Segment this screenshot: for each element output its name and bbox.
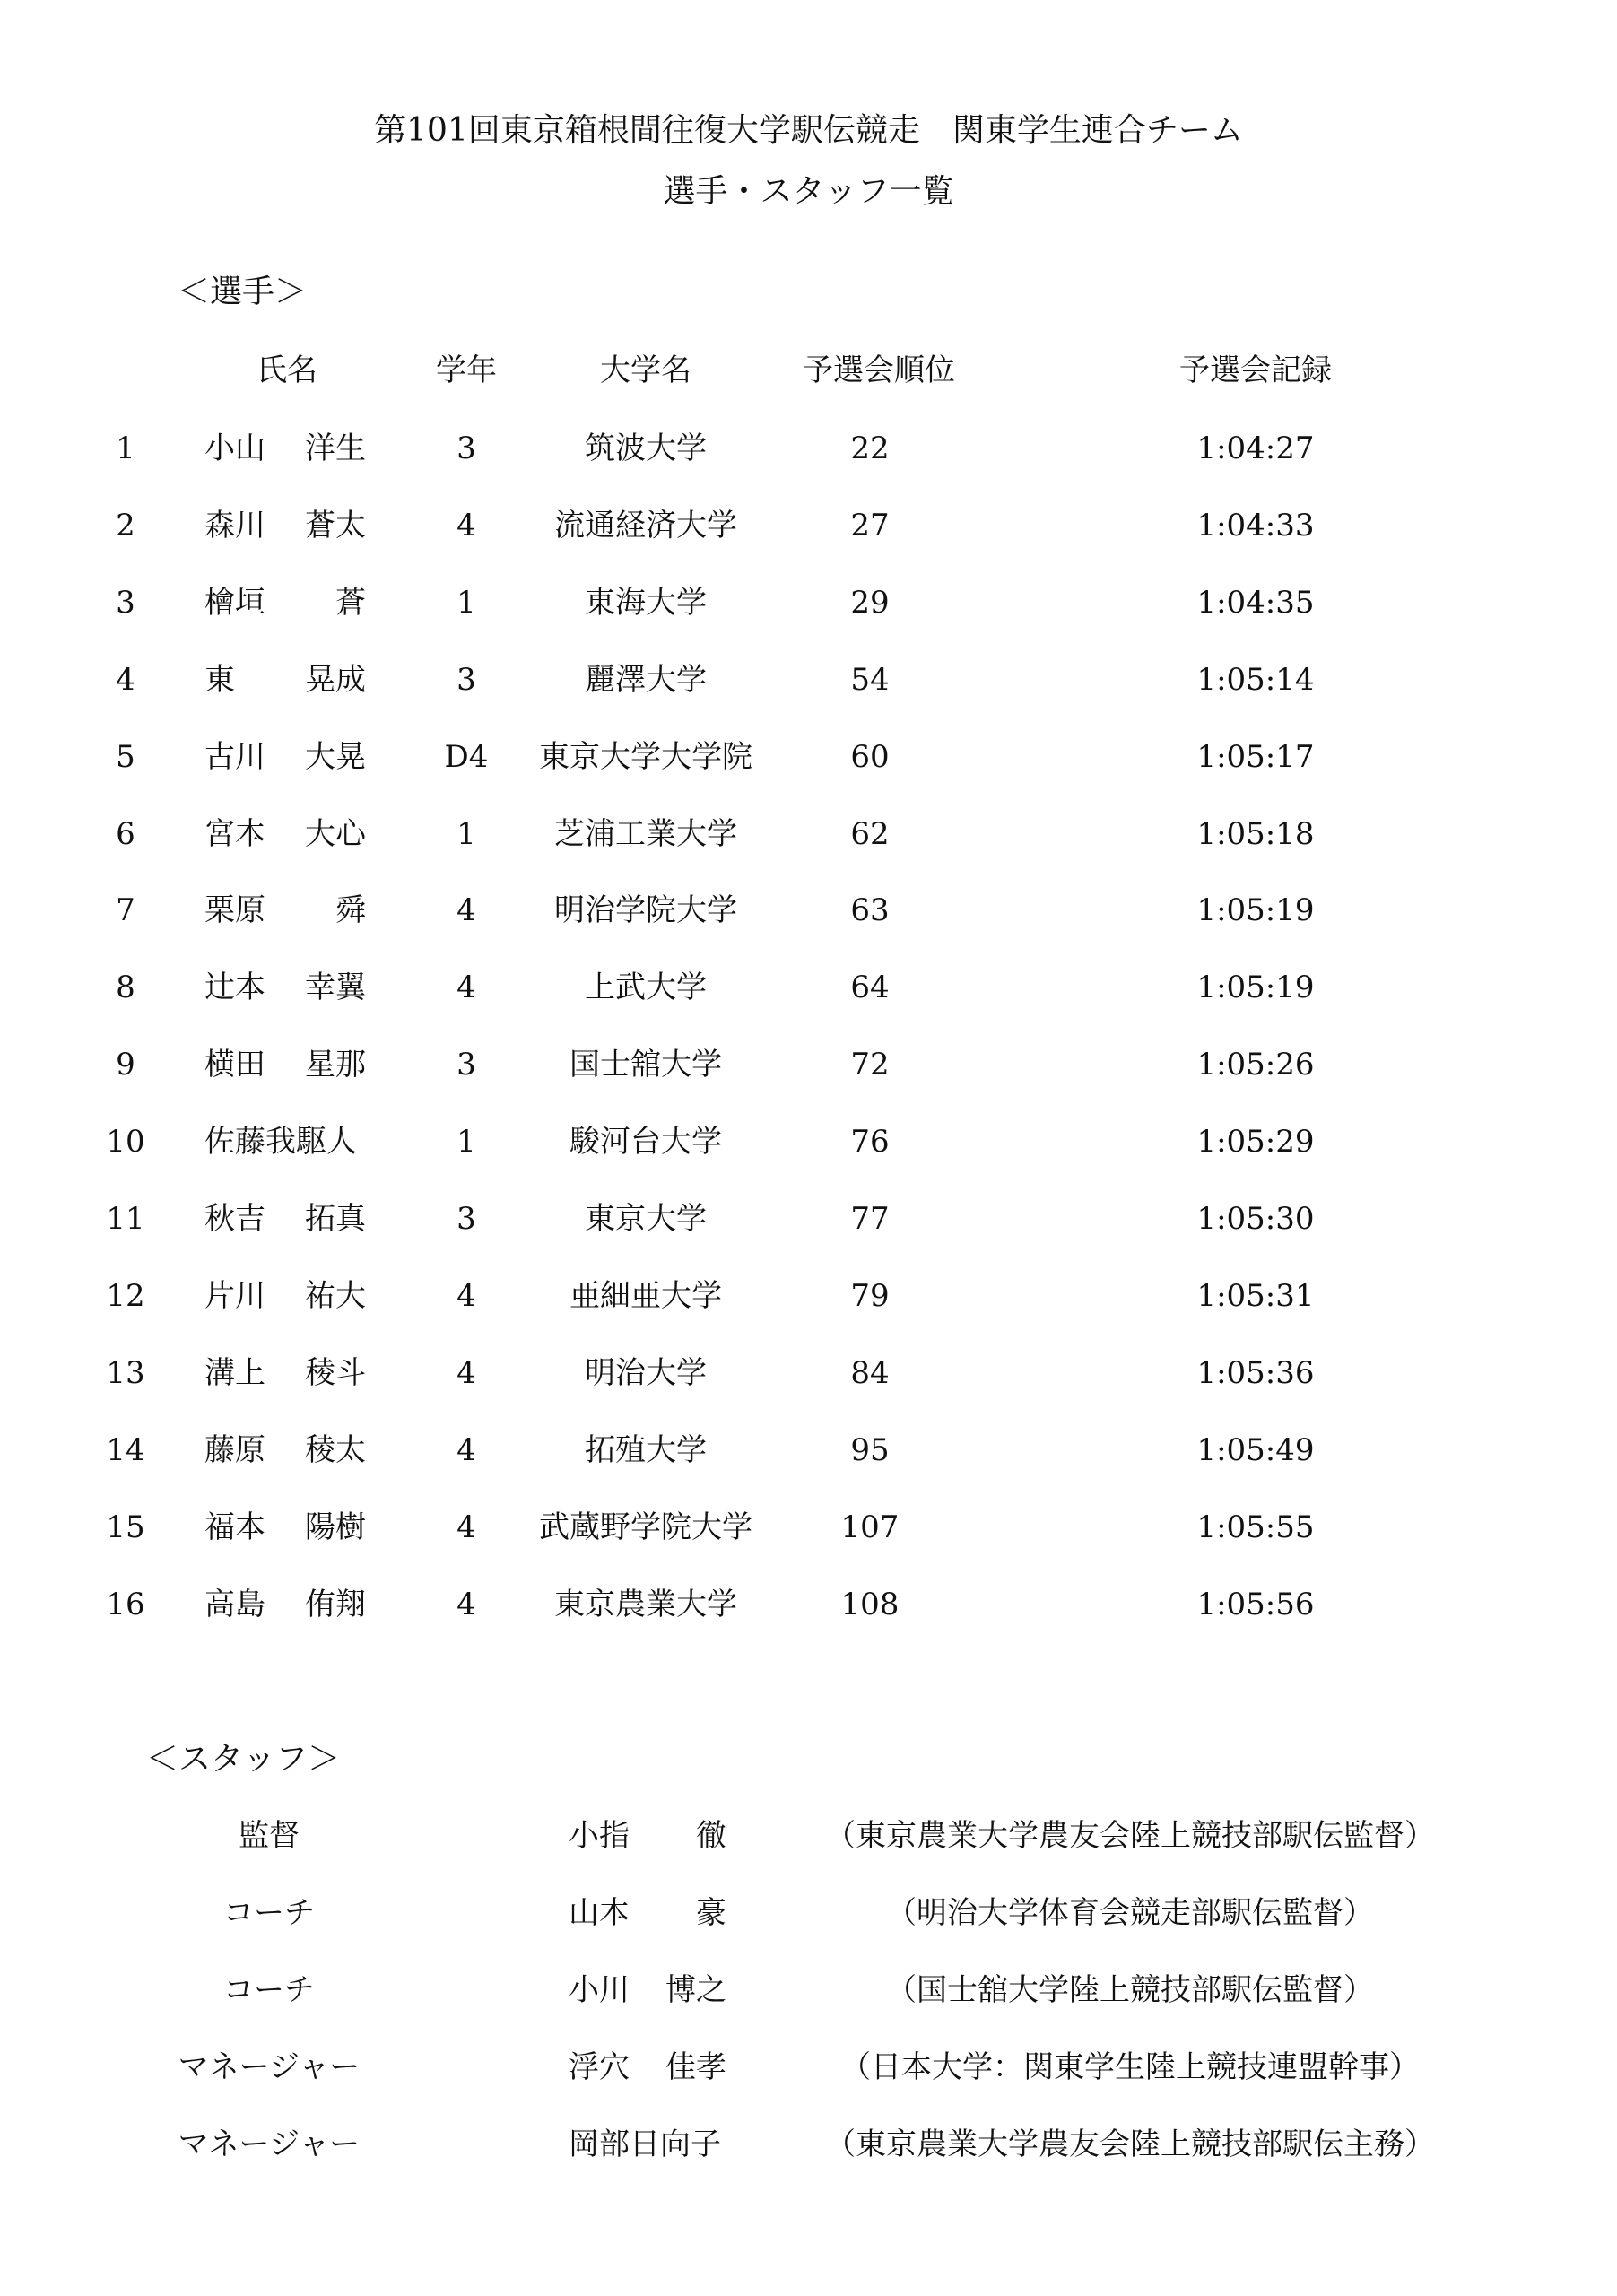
row-number: 8 bbox=[116, 970, 135, 1006]
player-university: 明治学院大学 bbox=[554, 892, 737, 929]
player-given-name: 蒼太 bbox=[305, 507, 366, 544]
player-university: 駿河台大学 bbox=[569, 1124, 722, 1161]
player-grade: 4 bbox=[456, 1354, 476, 1391]
player-grade: 4 bbox=[456, 1277, 476, 1314]
player-qualifier-rank: 77 bbox=[850, 1201, 890, 1237]
player-university: 亜細亜大学 bbox=[569, 1277, 722, 1314]
player-university: 上武大学 bbox=[585, 970, 707, 1006]
player-given-name: 大晃 bbox=[305, 738, 366, 775]
player-grade: D4 bbox=[444, 738, 489, 775]
staff-heading: ＜スタッフ＞ bbox=[146, 1741, 341, 1778]
player-grade: 4 bbox=[456, 892, 476, 929]
player-university: 筑波大学 bbox=[585, 430, 707, 466]
staff-role: 監督 bbox=[239, 1818, 300, 1854]
player-qualifier-rank: 108 bbox=[840, 1586, 900, 1622]
staff-given-name: 佳孝 bbox=[665, 2049, 726, 2085]
column-header-name: 氏名 bbox=[256, 352, 317, 388]
player-family-name: 小山 bbox=[204, 430, 265, 466]
player-university: 東京大学 bbox=[585, 1201, 707, 1237]
staff-affiliation: （明治大学体育会競走部駅伝監督） bbox=[886, 1895, 1374, 1931]
player-family-name: 溝上 bbox=[204, 1354, 265, 1391]
player-qualifier-record: 1:04:27 bbox=[1196, 430, 1315, 466]
player-family-name: 高島 bbox=[204, 1586, 265, 1622]
staff-family-name: 山本 bbox=[569, 1895, 630, 1931]
staff-role: コーチ bbox=[223, 1972, 315, 2008]
player-grade: 4 bbox=[456, 970, 476, 1006]
row-number: 16 bbox=[106, 1586, 145, 1622]
player-family-name: 佐藤我駆人 bbox=[204, 1124, 357, 1161]
row-number: 3 bbox=[116, 584, 135, 621]
player-qualifier-record: 1:05:19 bbox=[1196, 892, 1315, 929]
staff-given-name: 豪 bbox=[696, 1895, 726, 1931]
row-number: 10 bbox=[106, 1124, 145, 1161]
player-qualifier-rank: 79 bbox=[850, 1277, 890, 1314]
staff-role: コーチ bbox=[223, 1895, 315, 1931]
player-qualifier-rank: 95 bbox=[850, 1431, 890, 1468]
staff-affiliation: （東京農業大学農友会陸上競技部駅伝主務） bbox=[825, 2126, 1435, 2162]
row-number: 5 bbox=[116, 738, 135, 775]
player-qualifier-rank: 63 bbox=[850, 892, 890, 929]
row-number: 7 bbox=[116, 892, 135, 929]
player-qualifier-rank: 27 bbox=[850, 507, 890, 544]
player-grade: 3 bbox=[456, 661, 476, 698]
column-header-record: 予選会記録 bbox=[1179, 352, 1332, 388]
row-number: 14 bbox=[106, 1431, 145, 1468]
player-university: 国士舘大学 bbox=[569, 1047, 722, 1083]
player-qualifier-record: 1:05:29 bbox=[1196, 1124, 1315, 1161]
player-grade: 3 bbox=[456, 1047, 476, 1083]
player-family-name: 宮本 bbox=[204, 815, 265, 852]
player-family-name: 横田 bbox=[204, 1047, 265, 1083]
player-family-name: 藤原 bbox=[204, 1431, 265, 1468]
player-grade: 4 bbox=[456, 1586, 476, 1622]
player-qualifier-rank: 62 bbox=[850, 815, 890, 852]
player-family-name: 辻本 bbox=[204, 970, 265, 1006]
player-grade: 1 bbox=[456, 815, 476, 852]
staff-affiliation: （東京農業大学農友会陸上競技部駅伝監督） bbox=[825, 1818, 1435, 1854]
staff-affiliation: （国士舘大学陸上競技部駅伝監督） bbox=[886, 1972, 1374, 2008]
player-family-name: 東 bbox=[204, 661, 235, 698]
player-family-name: 片川 bbox=[204, 1277, 265, 1314]
row-number: 6 bbox=[116, 815, 135, 852]
player-university: 芝浦工業大学 bbox=[554, 815, 737, 852]
player-grade: 4 bbox=[456, 1431, 476, 1468]
row-number: 15 bbox=[106, 1509, 145, 1545]
player-family-name: 福本 bbox=[204, 1509, 265, 1545]
document-title: 第101回東京箱根間往復大学駅伝競走 関東学生連合チーム bbox=[374, 112, 1243, 149]
player-qualifier-record: 1:05:36 bbox=[1196, 1354, 1315, 1391]
staff-family-name: 小川 bbox=[569, 1972, 630, 2008]
player-family-name: 檜垣 bbox=[204, 584, 265, 621]
player-qualifier-rank: 107 bbox=[840, 1509, 900, 1545]
row-number: 2 bbox=[116, 507, 135, 544]
player-given-name: 洋生 bbox=[305, 430, 366, 466]
row-number: 12 bbox=[106, 1277, 145, 1314]
players-heading: ＜選手＞ bbox=[178, 274, 308, 310]
player-university: 東海大学 bbox=[585, 584, 707, 621]
staff-given-name: 徹 bbox=[696, 1818, 726, 1854]
staff-family-name: 浮穴 bbox=[569, 2049, 630, 2085]
player-qualifier-record: 1:05:18 bbox=[1196, 815, 1315, 852]
player-given-name: 拓真 bbox=[305, 1201, 366, 1237]
player-family-name: 栗原 bbox=[204, 892, 265, 929]
player-university: 武蔵野学院大学 bbox=[539, 1509, 752, 1545]
player-qualifier-rank: 29 bbox=[850, 584, 890, 621]
player-university: 流通経済大学 bbox=[554, 507, 737, 544]
player-qualifier-record: 1:05:31 bbox=[1196, 1277, 1315, 1314]
player-given-name: 晃成 bbox=[305, 661, 366, 698]
player-grade: 3 bbox=[456, 430, 476, 466]
player-given-name: 稜斗 bbox=[305, 1354, 366, 1391]
player-qualifier-record: 1:05:17 bbox=[1196, 738, 1315, 775]
player-grade: 3 bbox=[456, 1201, 476, 1237]
player-qualifier-rank: 76 bbox=[850, 1124, 890, 1161]
row-number: 1 bbox=[116, 430, 135, 466]
player-grade: 1 bbox=[456, 1124, 476, 1161]
player-given-name: 陽樹 bbox=[305, 1509, 366, 1545]
player-qualifier-record: 1:05:49 bbox=[1196, 1431, 1315, 1468]
staff-family-name: 小指 bbox=[569, 1818, 630, 1854]
player-given-name: 侑翔 bbox=[305, 1586, 366, 1622]
column-header-rank: 予選会順位 bbox=[803, 352, 955, 388]
player-given-name: 星那 bbox=[305, 1047, 366, 1083]
player-grade: 4 bbox=[456, 507, 476, 544]
row-number: 9 bbox=[116, 1047, 135, 1083]
player-university: 麗澤大学 bbox=[585, 661, 707, 698]
player-qualifier-record: 1:05:26 bbox=[1196, 1047, 1315, 1083]
player-family-name: 森川 bbox=[204, 507, 265, 544]
player-qualifier-record: 1:05:30 bbox=[1196, 1201, 1315, 1237]
row-number: 4 bbox=[116, 661, 135, 698]
player-qualifier-rank: 22 bbox=[850, 430, 890, 466]
player-given-name: 舜 bbox=[335, 892, 366, 929]
player-grade: 4 bbox=[456, 1509, 476, 1545]
player-university: 明治大学 bbox=[585, 1354, 707, 1391]
player-qualifier-record: 1:05:19 bbox=[1196, 970, 1315, 1006]
staff-given-name: 博之 bbox=[665, 1972, 726, 2008]
player-university: 東京農業大学 bbox=[554, 1586, 737, 1622]
document-subtitle: 選手・スタッフ一覧 bbox=[663, 173, 954, 210]
player-university: 東京大学大学院 bbox=[539, 738, 752, 775]
player-qualifier-rank: 84 bbox=[850, 1354, 890, 1391]
row-number: 11 bbox=[106, 1201, 145, 1237]
player-given-name: 大心 bbox=[305, 815, 366, 852]
player-given-name: 蒼 bbox=[335, 584, 366, 621]
staff-role: マネージャー bbox=[178, 2049, 361, 2085]
player-given-name: 稜太 bbox=[305, 1431, 366, 1468]
player-grade: 1 bbox=[456, 584, 476, 621]
player-family-name: 古川 bbox=[204, 738, 265, 775]
player-qualifier-record: 1:04:35 bbox=[1196, 584, 1315, 621]
player-qualifier-rank: 54 bbox=[850, 661, 890, 698]
column-header-university: 大学名 bbox=[600, 352, 691, 388]
player-university: 拓殖大学 bbox=[585, 1431, 707, 1468]
player-qualifier-record: 1:05:55 bbox=[1196, 1509, 1315, 1545]
staff-role: マネージャー bbox=[178, 2126, 361, 2162]
player-qualifier-rank: 60 bbox=[850, 738, 890, 775]
player-given-name: 幸翼 bbox=[305, 970, 366, 1006]
player-given-name: 祐大 bbox=[305, 1277, 366, 1314]
player-qualifier-record: 1:05:14 bbox=[1196, 661, 1315, 698]
player-family-name: 秋吉 bbox=[204, 1201, 265, 1237]
player-qualifier-rank: 72 bbox=[850, 1047, 890, 1083]
column-header-grade: 学年 bbox=[436, 352, 497, 388]
staff-family-name: 岡部日向子 bbox=[569, 2126, 721, 2162]
player-qualifier-record: 1:04:33 bbox=[1196, 507, 1315, 544]
row-number: 13 bbox=[106, 1354, 145, 1391]
staff-affiliation: （日本大学：関東学生陸上競技連盟幹事） bbox=[840, 2049, 1420, 2085]
player-qualifier-record: 1:05:56 bbox=[1196, 1586, 1315, 1622]
player-qualifier-rank: 64 bbox=[850, 970, 890, 1006]
